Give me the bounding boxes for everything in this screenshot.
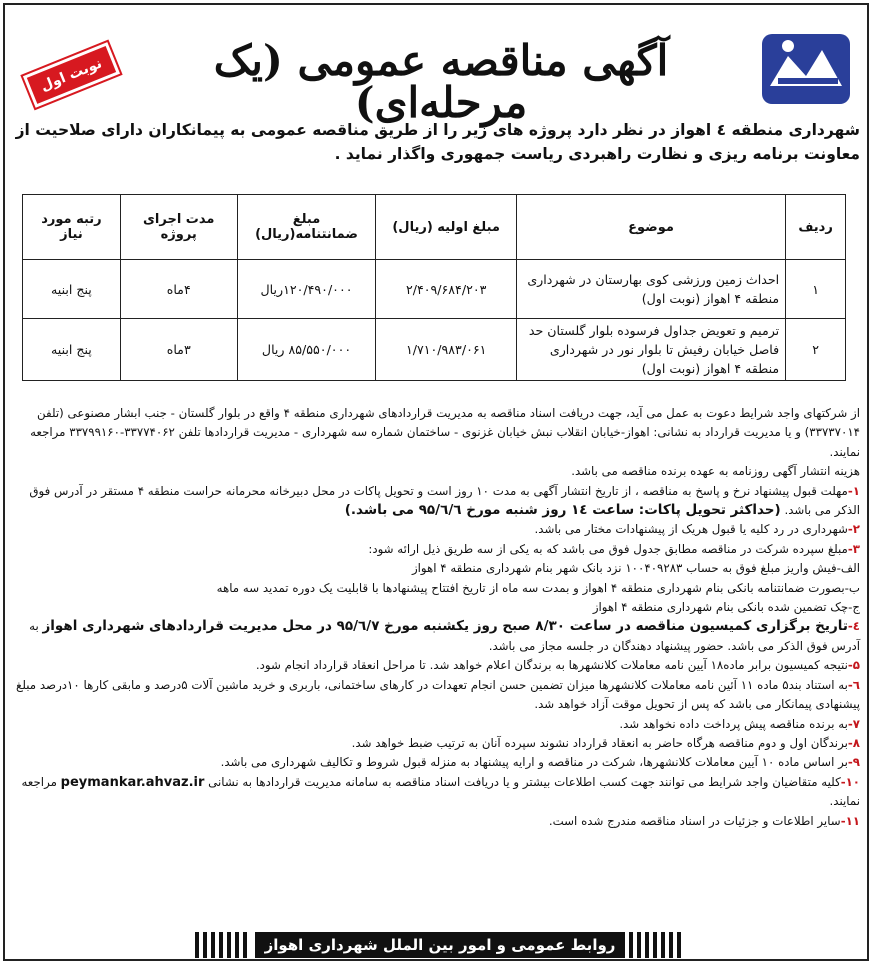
header-row-number: ردیف [786, 195, 846, 260]
projects-table [22, 194, 846, 381]
item-text: شهرداری در رد کلیه یا قبول هریک از پیشنهادات مختار می باشد. [534, 522, 848, 537]
item-text: به استناد بند۵ ماده ۱۱ آئین نامه معاملات کلانشهرها میزان تضمین حسن انجام تعهدات در کارهای ساختمانی، باربری و خرید ماشین آلات ۵درصد و مابقی کارها ۱۰درصد مبلغ پیشنهادی پیمانکار می باشد که پس از تحویل موقت آزاد خواهد شد. [16, 677, 860, 712]
table-row [23, 260, 846, 319]
item-number: ۱- [847, 483, 860, 498]
sub-item: الف-فیش واریز مبلغ فوق به حساب ۱۰۰۴۰۹۲۸۳ نزد بانک شهر بنام شهرداری منطقه ۴ اهواز [411, 561, 860, 576]
item-text: به برنده مناقصه پیش پرداخت داده نخواهد شد. [619, 716, 848, 731]
item-number: ۹- [847, 755, 860, 770]
sub-item: ج-چک تضمین شده بانکی بنام شهرداری منطقه ۴ اهواز [592, 600, 860, 615]
item-number: ۱۰- [840, 774, 860, 789]
item-number: ۸- [847, 735, 860, 750]
item-number: ۵- [847, 658, 860, 673]
notice-intro: شهرداری منطقه ٤ اهواز در نظر دارد پروژه های زیر را از طریق مناقصه عمومی به پیمانکاران دارای صلاحیت از معاونت برنامه ریزی و نظارت راهبردی ریاست جمهوری واگذار نماید . [15, 121, 860, 163]
notice-header [6, 10, 866, 127]
item-number: ۲- [847, 522, 860, 537]
footer-stripes-icon [629, 932, 685, 958]
list-item [14, 482, 860, 521]
list-item [14, 753, 860, 772]
cell-base-amount: ۱/۷۱۰/۹۸۳/۰۶۱ [376, 319, 517, 381]
header-subject: موضوع [516, 195, 785, 260]
footer [195, 932, 685, 958]
item-text: به آدرس فوق الذکر می باشد. حضور پیشنهاد دهندگان در جلسه مجاز می باشد. [29, 619, 860, 653]
cell-duration: ۳ماه [120, 319, 237, 381]
municipality-logo [758, 16, 854, 112]
table-header-row [23, 195, 846, 260]
notice-title: آگهی مناقصه عمومی (یک مرحله‌ای) [213, 36, 669, 127]
item-text: بر اساس ماده ۱۰ آیین معاملات کلانشهرها، شرکت در مناقصه و ارایه پیشنهاد به منزله قبول شروط و تکالیف شهرداری می باشد. [220, 755, 848, 770]
sub-item: ب-بصورت ضمانتنامه بانکی بنام شهرداری منطقه ۴ اهواز و بمدت سه ماه از تاریخ افتتاح پیشنهادها با قابلیت یک دوره تمدید سه ماهه [216, 580, 860, 595]
list-item [14, 773, 860, 812]
list-item [14, 676, 860, 715]
list-item [14, 715, 860, 734]
table-row [23, 319, 846, 381]
list-item [14, 520, 860, 539]
list-item [14, 734, 860, 753]
item-text: برندگان اول و دوم مناقصه هرگاه حاضر به انعقاد قرارداد نشوند سپرده آنان به ترتیب ضبط خواهد شد. [351, 735, 848, 750]
item-text: نتیجه کمیسیون برابر ماده۱۸ آیین نامه معاملات کلانشهرها به برندگان اعلام خواهد شد. تا مراحل انعقاد قرارداد انجام شود. [255, 658, 848, 673]
footer-stripes-icon [195, 932, 251, 958]
list-item [14, 617, 860, 656]
cell-grade: پنج ابنیه [23, 260, 121, 319]
list-item [14, 812, 860, 831]
item-number: ۱۱- [840, 813, 860, 828]
cell-guarantee-amount: ۸۵/۵۵۰/۰۰۰ ریال [237, 319, 376, 381]
cell-row-number: ١ [786, 260, 846, 319]
cell-base-amount: ۲/۴۰۹/۶۸۴/۲۰۳ [376, 260, 517, 319]
header-base-amount: مبلغ اولیه (ریال) [376, 195, 517, 260]
notice-body [14, 404, 860, 831]
item-number: ۷- [847, 716, 860, 731]
item-number: ۳- [847, 541, 860, 556]
item-number: ٦- [847, 677, 860, 692]
item-text: مبلغ سپرده شرکت در مناقصه مطابق جدول فوق می باشد که به یکی از سه طریق ذیل ارائه شود: [368, 541, 848, 556]
body-paragraph: هزینه انتشار آگهی روزنامه به عهده برنده مناقصه می باشد. [571, 464, 860, 479]
header-grade: رتبه مورد نیاز [23, 195, 121, 260]
item-text: کلیه متقاضیان واجد شرایط می توانند جهت کسب اطلاعات بیشتر و یا دریافت اسناد مناقصه به سامانه مدیریت قراردادها به نشانی [208, 774, 841, 789]
cell-subject: ترمیم و تعویض جداول فرسوده بلوار گلستان حد فاصل خیابان رفیش تا بلوار نور در شهرداری منطقه ۴ اهواز (نوبت اول) [516, 319, 785, 381]
item-text-tail: مراجعه نمایند. [21, 774, 860, 809]
header-guarantee-amount: مبلغ ضمانتنامه(ریال) [237, 195, 376, 260]
cell-guarantee-amount: ۱۲۰/۴۹۰/۰۰۰ریال [237, 260, 376, 319]
footer-text: روابط عمومی و امور بین الملل شهرداری اهواز [255, 932, 625, 958]
cell-subject: احداث زمین ورزشی کوی بهارستان در شهرداری منطقه ۴ اهواز (نوبت اول) [516, 260, 785, 319]
cell-grade: پنج ابنیه [23, 319, 121, 381]
item-deadline: (حداکثر تحویل پاکات: ساعت ١٤ روز شنبه مورخ ۹۵/٦/٦ می باشد.) [344, 502, 781, 519]
first-publication-badge: نوبت اول [23, 42, 120, 107]
cell-row-number: ٢ [786, 319, 846, 381]
cell-duration: ۴ماه [120, 260, 237, 319]
list-item [14, 656, 860, 675]
item-number: ٤- [847, 619, 860, 634]
item-text: سایر اطلاعات و جزئیات در اسناد مناقصه مندرج شده است. [548, 813, 841, 828]
header-duration: مدت اجرای پروژه [120, 195, 237, 260]
item-commission-date: تاریخ برگزاری کمیسیون مناقصه در ساعت ۸/۳۰ صبح روز یکشنبه مورخ ۹۵/٦/۷ در محل مدیریت قراردادهای شهرداری اهواز [42, 618, 848, 635]
body-paragraph: از شرکتهای واجد شرایط دعوت به عمل می آید، جهت دریافت اسناد مناقصه به مدیریت قراردادهای شهرداری منطقه ۴ واقع در بلوار گلستان - جنب ابشار مصنوعی (تلفن ۳۳۷۳۷۰۱۴) و یا مدیریت قرارداد به نشانی: اهواز-خیابان انقلاب نبش خیابان غزنوی - ساختمان شماره سه شهرداری - مدیریت قراردادها تلفن ۳۳۷۷۴۰۶۲-۳۳۷۹۹۱۶۰ مراجعه نمایند. [30, 406, 860, 459]
website-link[interactable]: peymankar.ahvaz.ir [60, 774, 205, 790]
list-item [14, 540, 860, 559]
item-text: مهلت قبول پیشنهاد نرخ و پاسخ به مناقصه ، از تاریخ انتشار آگهی به مدت ۱۰ روز است و تحویل پاکات در محل دبیرخانه محرمانه حراست منطقه ۴ مستقر در آدرس فوق الذکر می باشد. [29, 483, 860, 518]
